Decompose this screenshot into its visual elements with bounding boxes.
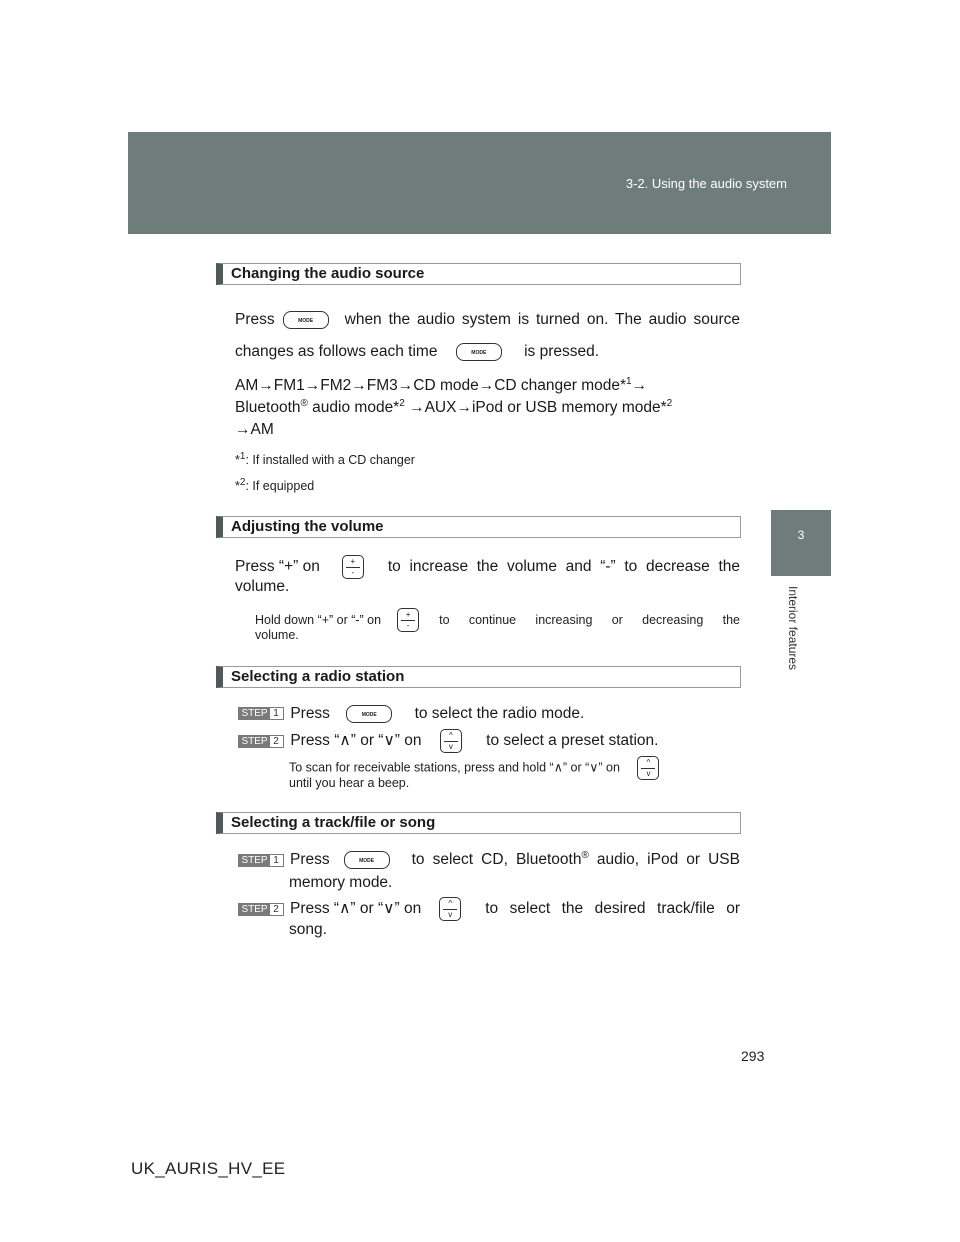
plus-glyph: + (350, 557, 356, 566)
seq-text: →AUX→iPod or USB memory mode* (404, 399, 667, 416)
s2-text: to increase the volume and “-” to decrease the (387, 558, 740, 575)
step-number: 2 (273, 903, 279, 915)
s4-step1-line1 (238, 850, 740, 870)
step-text: to select the desired track/file or (485, 900, 740, 917)
section-title-radio: Selecting a radio station (216, 666, 741, 688)
step-text-part: audio, iPod or USB (588, 851, 740, 868)
s4-step2-line1 (238, 897, 740, 921)
footnote-text: : If equipped (245, 479, 315, 493)
step-text: Press (290, 705, 330, 722)
up-glyph: ^ (448, 899, 453, 908)
s4-step2-line2: song. (289, 921, 327, 938)
seq-arrow: → (631, 377, 648, 394)
footnote-ref: 2 (399, 397, 405, 409)
step-label: STEP (239, 736, 270, 747)
seek-button-icon (439, 897, 461, 921)
mode-button-icon: MODE (456, 343, 502, 361)
page-number: 293 (741, 1048, 765, 1064)
source-sequence-line1 (235, 376, 647, 396)
s1-text: Press (235, 311, 275, 328)
s3-note-line2: until you hear a beep. (289, 776, 410, 790)
s1-text: when the audio system is turned on. The audio source (344, 311, 740, 328)
registered-mark: ® (581, 849, 589, 861)
step-badge (238, 707, 284, 720)
down-glyph: v (448, 910, 453, 919)
step-label: STEP (239, 708, 270, 719)
mode-button-icon: MODE (346, 705, 392, 723)
footnote-2 (235, 478, 314, 495)
seq-text: Bluetooth (235, 399, 301, 416)
chapter-title: Interior features (786, 586, 800, 671)
step-text-part: to select CD, Bluetooth (411, 851, 582, 868)
step-badge (238, 854, 284, 867)
seq-text: AM→FM1→FM2→FM3→CD mode→CD changer mode* (235, 377, 627, 394)
source-sequence-line3: →AM (235, 421, 274, 438)
s2-note-line2: volume. (255, 628, 299, 642)
up-glyph: ^ (448, 731, 453, 740)
step-text: Press “∧” or “∨” on (290, 900, 422, 917)
step-number: 2 (273, 735, 279, 747)
s3-step1 (238, 704, 584, 724)
seq-text: audio mode* (307, 399, 400, 416)
footnote-ref: 1 (626, 375, 632, 387)
step-text (412, 850, 740, 870)
footnote-mark: * (235, 453, 240, 467)
mode-button-icon: MODE (344, 851, 390, 869)
footer-code: UK_AURIS_HV_EE (131, 1159, 286, 1178)
step-text: Press (290, 851, 330, 868)
note-text: Hold down “+” or “-” on (255, 612, 382, 627)
section-header: 3-2. Using the audio system (625, 176, 787, 191)
footnote-1 (235, 452, 415, 469)
footnote-text: : If installed with a CD changer (245, 453, 415, 467)
volume-button-icon (342, 555, 364, 579)
step-number: 1 (273, 854, 279, 866)
section-title-audio-source: Changing the audio source (216, 263, 741, 285)
chapter-tab (771, 510, 831, 576)
s1-text: changes as follows each time (235, 343, 438, 360)
footnote-number: 1 (239, 450, 246, 462)
note-text: To scan for receivable stations, press and hold “∧” or “∨” on (289, 760, 620, 775)
s2-text: Press “+” on (235, 558, 320, 575)
section-title-volume: Adjusting the volume (216, 516, 741, 538)
footnote-number: 2 (239, 476, 246, 488)
note-text: to continue increasing or decreasing the (439, 612, 740, 627)
s1-line2 (235, 342, 599, 362)
step-number: 1 (273, 708, 279, 720)
section-title-track: Selecting a track/file or song (216, 812, 741, 834)
s1-line1 (235, 310, 740, 330)
plus-glyph: + (405, 610, 411, 619)
header-band (128, 132, 831, 234)
s2-line2: volume. (235, 578, 290, 595)
s3-step2 (238, 729, 658, 753)
step-label: STEP (239, 855, 270, 866)
volume-button-icon (397, 608, 419, 632)
step-badge (238, 735, 284, 748)
down-glyph: v (646, 769, 651, 778)
seek-button-icon (440, 729, 462, 753)
registered-mark: ® (300, 397, 308, 409)
mode-button-icon: MODE (283, 311, 329, 329)
step-text: to select the radio mode. (414, 705, 585, 722)
step-label: STEP (239, 904, 270, 915)
s2-line1 (235, 555, 740, 579)
s4-step1-line2: memory mode. (289, 874, 393, 891)
seek-button-icon (637, 756, 659, 780)
chapter-number: 3 (797, 528, 805, 542)
footnote-mark: * (235, 479, 240, 493)
s1-text: is pressed. (524, 343, 600, 360)
step-text: Press “∧” or “∨” on (290, 732, 422, 750)
source-sequence-line2 (235, 398, 672, 418)
down-glyph: v (448, 742, 453, 751)
s2-note-line1 (255, 608, 740, 632)
step-badge (238, 903, 284, 916)
step-text: to select a preset station. (486, 732, 659, 750)
footnote-ref: 2 (666, 397, 673, 409)
minus-glyph: - (351, 568, 355, 577)
up-glyph: ^ (646, 758, 651, 767)
minus-glyph: - (406, 621, 410, 630)
